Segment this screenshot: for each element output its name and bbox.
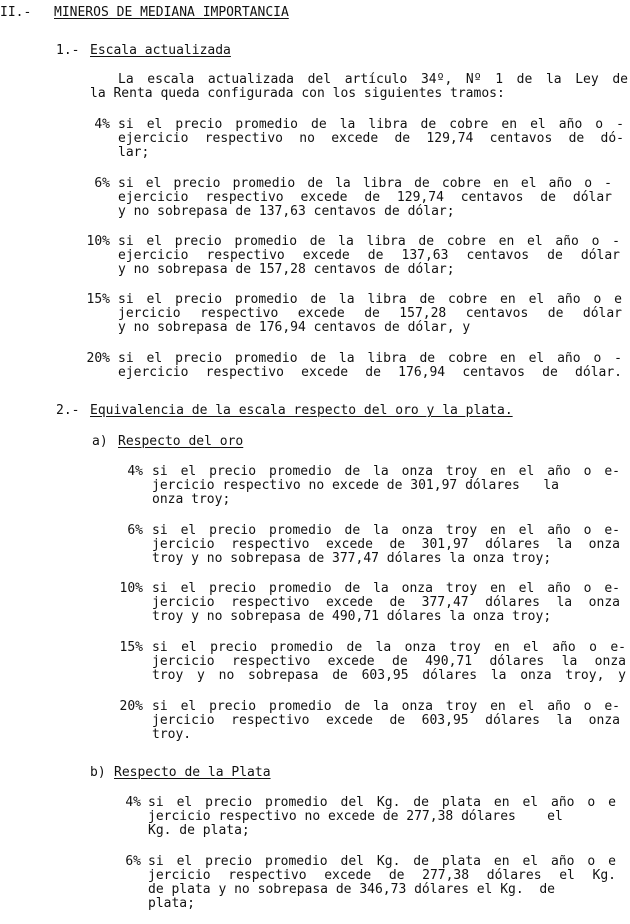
item-percent: 6% [125, 854, 141, 869]
intro-line: La escala actualizada del artículo 34º, Nº 1 de la Ley de [118, 72, 628, 87]
item-line: jercicio respectivo no excede de 301,97 dólares la [152, 478, 559, 493]
item-percent: 4% [94, 117, 110, 132]
item-line: si el precio promedio de la onza troy en el año o e- [152, 640, 626, 655]
item-line: ejercicio respectivo no excede de 129,74 centavos de dó- [118, 131, 624, 146]
sub2a-label: a) [92, 434, 108, 449]
item-line: jercicio respectivo excede de 277,38 dólares el Kg. [148, 868, 616, 883]
item-line: jercicio respectivo excede de 301,97 dólares la onza [152, 537, 620, 552]
item-line: troy. [152, 727, 192, 742]
item-line: plata; [148, 896, 195, 911]
item-line: ejercicio respectivo excede de 176,94 centavos de dólar. [118, 365, 622, 380]
item-line: troy y no sobrepasa de 490,71 dólares la onza troy; [152, 609, 552, 624]
item-line: jercicio respectivo excede de 157,28 centavos de dólar [118, 306, 622, 321]
sub2-title: Equivalencia de la escala respecto del oro y la plata. [90, 403, 513, 418]
sub2b-title: Respecto de la Plata [114, 765, 271, 780]
item-line: y no sobrepasa de 137,63 centavos de dólar; [118, 204, 455, 219]
item-percent: 15% [86, 292, 110, 307]
item-line: si el precio promedio de la libra de cobre en el año o - [118, 234, 620, 249]
item-percent: 10% [86, 234, 110, 249]
item-line: troy y no sobrepasa de 377,47 dólares la onza troy; [152, 551, 552, 566]
item-line: si el precio promedio de la onza troy en el año o e- [152, 581, 620, 596]
item-line: si el precio promedio de la libra de cobre en el año o e [118, 292, 622, 307]
section-title: MINEROS DE MEDIANA IMPORTANCIA [54, 5, 289, 20]
item-percent: 6% [127, 523, 143, 538]
item-percent: 20% [86, 351, 110, 366]
item-line: si el precio promedio de la onza troy en el año o e- [152, 464, 620, 479]
item-line: lar; [118, 145, 150, 160]
item-line: y no sobrepasa de 157,28 centavos de dólar; [118, 262, 455, 277]
item-line: ejercicio respectivo excede de 129,74 centavos de dólar [118, 190, 612, 205]
item-line: jercicio respectivo excede de 377,47 dólares la onza [152, 595, 620, 610]
item-line: si el precio promedio de la libra de cobre en el año o - [118, 117, 624, 132]
item-line: si el precio promedio de la libra de cobre en el año o - [118, 176, 612, 191]
sub1-intro [90, 73, 628, 101]
item-line: jercicio respectivo excede de 603,95 dólares la onza [152, 713, 620, 728]
intro-line: la Renta queda configurada con los siguientes tramos: [90, 86, 505, 101]
item-percent: 6% [94, 176, 110, 191]
item-percent: 15% [119, 640, 143, 655]
sub1-title: Escala actualizada [90, 43, 231, 58]
item-line: y no sobrepasa de 176,94 centavos de dólar, y [118, 320, 471, 335]
item-line: jercicio respectivo excede de 490,71 dólares la onza [152, 654, 626, 669]
item-line: ejercicio respectivo excede de 137,63 centavos de dólar [118, 248, 620, 263]
item-line: si el precio promedio del Kg. de plata en el año o e [148, 795, 616, 810]
item-percent: 4% [125, 795, 141, 810]
item-percent: 10% [119, 581, 143, 596]
item-line: si el precio promedio del Kg. de plata en el año o e [148, 854, 616, 869]
item-line: si el precio promedio de la onza troy en el año o e- [152, 523, 620, 538]
sub2b-label: b) [90, 765, 106, 780]
item-percent: 20% [119, 699, 143, 714]
sub2a-title: Respecto del oro [118, 434, 244, 449]
sub2-number: 2.- [56, 403, 80, 418]
item-percent: 4% [127, 464, 143, 479]
item-line: si el precio promedio de la libra de cobre en el año o - [118, 351, 622, 366]
item-line: de plata y no sobrepasa de 346,73 dólares el Kg. de [148, 882, 555, 897]
item-line: jercicio respectivo no excede de 277,38 dólares el [148, 809, 563, 824]
item-line: Kg. de plata; [148, 823, 250, 838]
section-number: II.- [0, 5, 32, 20]
sub1-number: 1.- [56, 43, 80, 58]
item-line: troy y no sobrepasa de 603,95 dólares la onza troy, y [152, 668, 626, 683]
item-line: onza troy; [152, 492, 231, 507]
item-line: si el precio promedio de la onza troy en el año o e- [152, 699, 620, 714]
